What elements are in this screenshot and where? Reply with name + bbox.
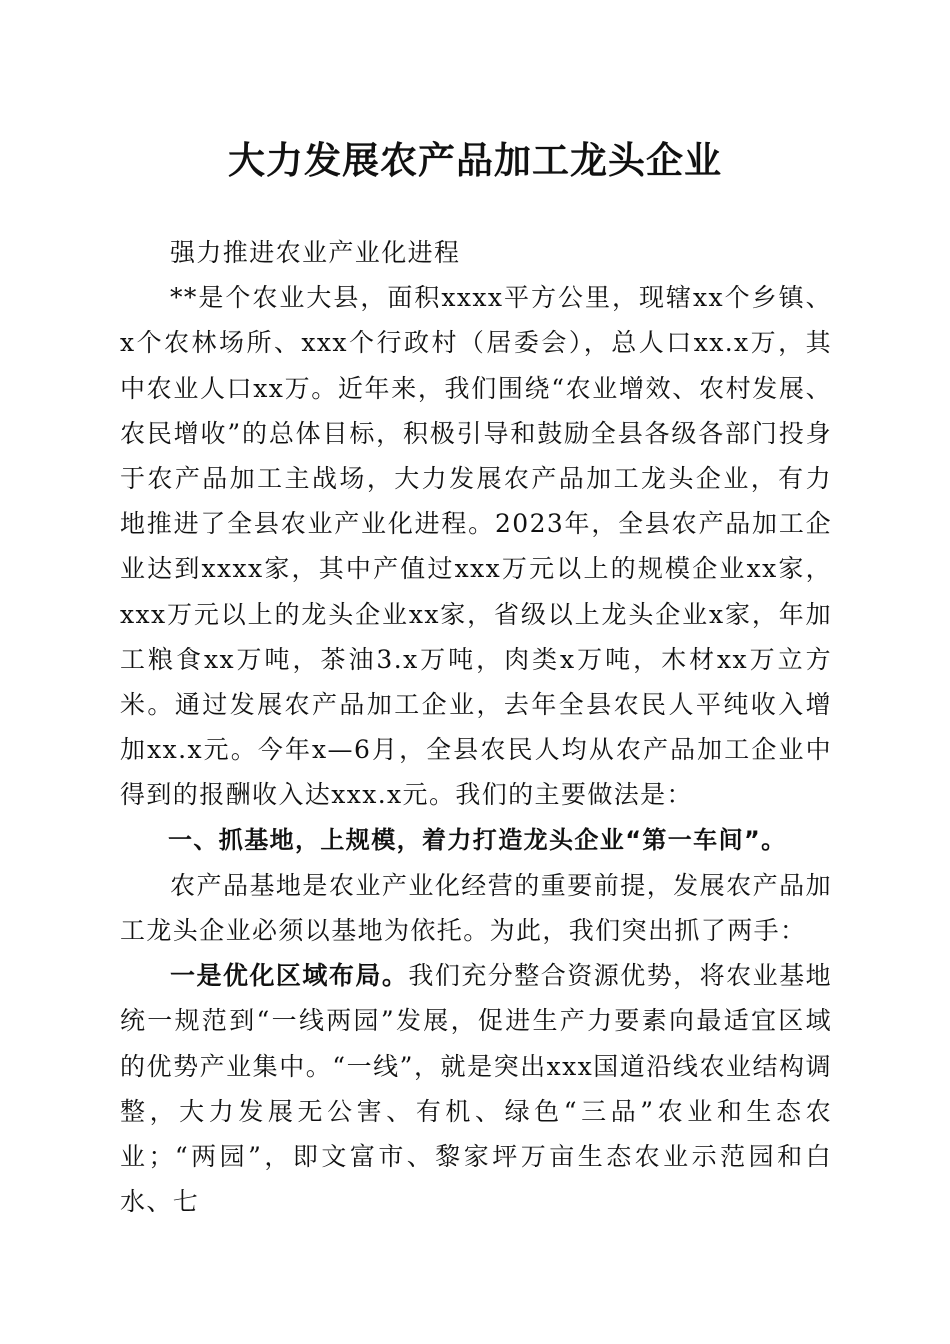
- document-body: [120, 230, 832, 1224]
- subtitle-paragraph: 强力推进农业产业化进程: [170, 238, 461, 267]
- point-1-lead: 一是优化区域布局。: [170, 961, 409, 991]
- document-title: 大力发展农产品加工龙头企业: [228, 138, 722, 182]
- section-1-paragraph: 农产品基地是农业产业化经营的重要前提，发展农产品加工龙头企业必须以基地为依托。为此，我们突出抓了两手：: [120, 870, 832, 946]
- section-heading-1: 一、抓基地，上规模，着力打造龙头企业“第一车间”。: [168, 825, 787, 854]
- point-1-text: 我们充分整合资源优势，将农业基地统一规范到“一线两园”发展，促进生产力要素向最适宜区域的优势产业集中。“一线”，就是突出xxx国道沿线农业结构调整，大力发展无公害、有机、绿色“三品”农业和生态农业；“两园”，即文富市、黎家坪万亩生态农业示范园和白水、七: [120, 961, 833, 1217]
- intro-paragraph: **是个农业大县，面积xxxx平方公里，现辖xx个乡镇、x个农林场所、xxx个行政村（居委会），总人口xx.x万，其中农业人口xx万。近年来，我们围绕“农业增效、农村发展、农民增收”的总体目标，积极引导和鼓励全县各级各部门投身于农产品加工主战场，大力发展农产品加工龙头企业，有力地推进了全县农业产业化进程。2023年，全县农产品加工企业达到xxxx家，其中产值过xxx万元以上的规模企业xx家，xxx万元以上的龙头企业xx家，省级以上龙头企业x家，年加工粮食xx万吨，茶油3.x万吨，肉类x万吨，木材xx万立方米。通过发展农产品加工企业，去年全县农民人平纯收入增加xx.x元。今年x—6月，全县农民人均从农产品加工企业中得到的报酬收入达xxx.x元。我们的主要做法是：: [120, 283, 832, 810]
- point-1-paragraph: [120, 953, 832, 1224]
